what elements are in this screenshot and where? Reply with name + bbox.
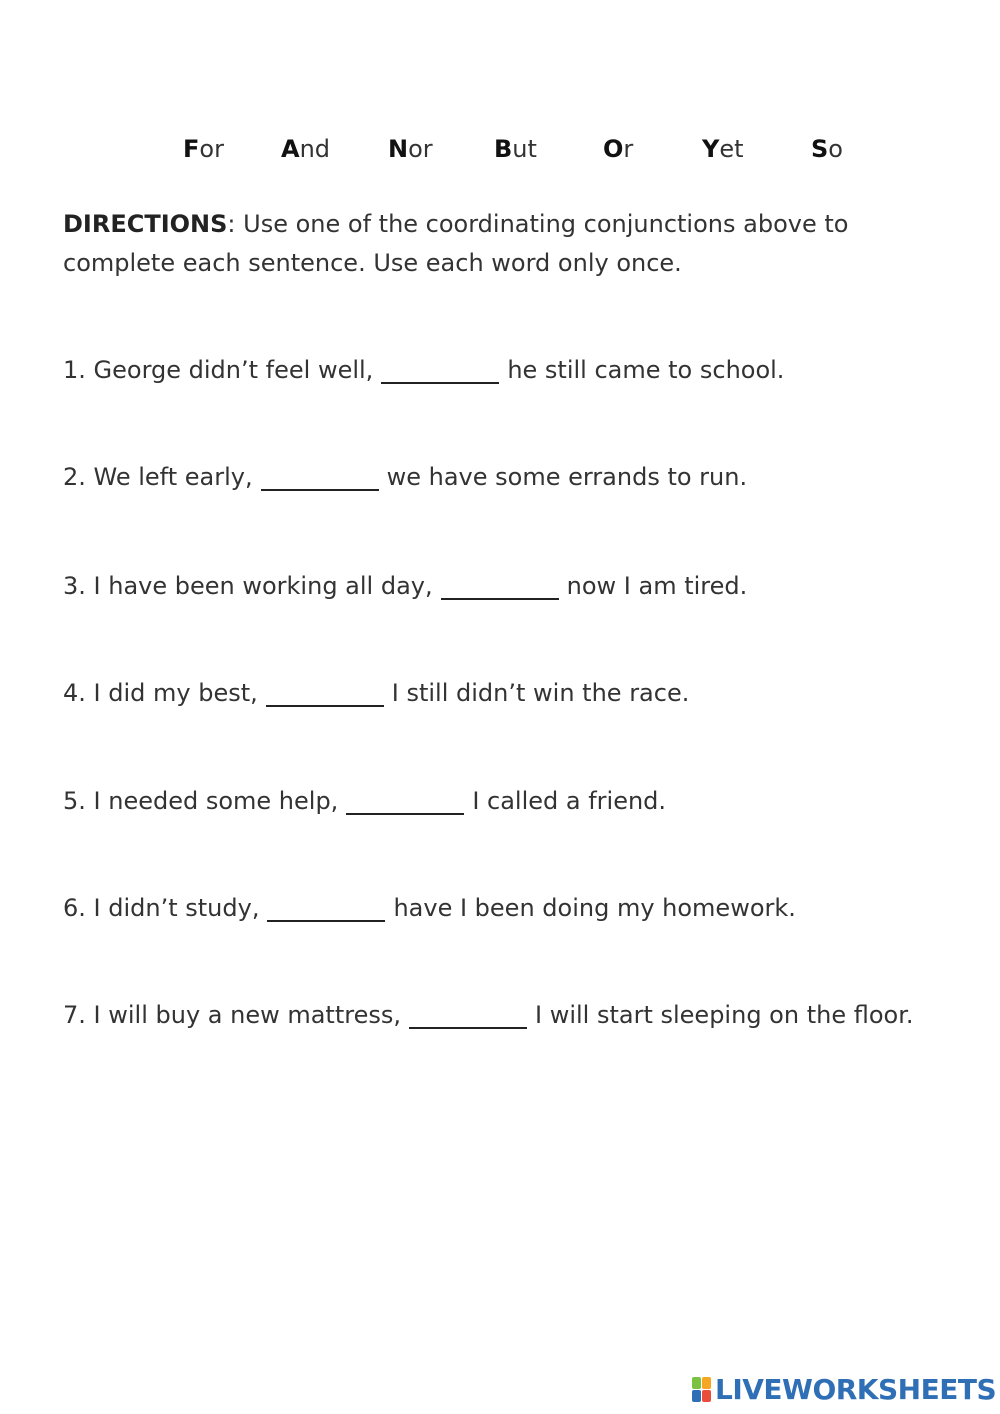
conjunction-rest: or [199,135,224,163]
logo-blocks-icon [692,1377,712,1403]
sentence-after: have I been doing my homework. [393,894,796,922]
answer-blank-2[interactable] [261,467,379,491]
conjunction-initial: F [183,135,200,163]
answer-blank-5[interactable] [346,791,464,815]
sentence-before: 3. I have been working all day, [63,572,433,600]
directions-label: DIRECTIONS [63,210,228,238]
sentence-before: 4. I did my best, [63,679,258,707]
sentence-after: we have some errands to run. [386,463,748,491]
conjunction-rest: nd [299,135,331,163]
conjunction-initial: O [603,135,624,163]
answer-blank-7[interactable] [409,1005,527,1029]
logo-text: LIVEWORKSHEETS [715,1373,997,1406]
conjunction-initial: Y [702,135,720,163]
sentence-5 [63,784,666,818]
sentence-4 [63,676,689,710]
conjunction-but [494,132,537,166]
sentence-before: 2. We left early, [63,463,253,491]
conjunction-rest: or [408,135,433,163]
answer-blank-3[interactable] [441,576,559,600]
sentence-before: 5. I needed some help, [63,787,339,815]
sentence-3 [63,569,747,603]
sentence-after: he still came to school. [507,356,785,384]
directions-paragraph [63,205,943,283]
conjunction-nor [388,132,433,166]
answer-blank-6[interactable] [267,898,385,922]
sentence-before: 6. I didn’t study, [63,894,260,922]
conjunction-so [811,132,843,166]
directions-text: : Use one of the coordinating conjunctions above to complete each sentence. Use each word only once. [63,210,849,277]
conjunction-for [183,132,224,166]
sentence-before: 7. I will buy a new mattress, [63,1001,401,1029]
answer-blank-1[interactable] [381,360,499,384]
liveworksheets-logo [692,1374,996,1406]
conjunction-or [603,132,633,166]
conjunction-yet [702,132,744,166]
sentence-after: I called a friend. [472,787,667,815]
conjunction-rest: o [828,135,843,163]
sentence-after: I will start sleeping on the floor. [535,1001,914,1029]
sentence-1 [63,353,784,387]
sentence-after: now I am tired. [566,572,748,600]
conjunction-rest: et [719,135,744,163]
answer-blank-4[interactable] [266,683,384,707]
conjunction-word-bank [0,132,1000,166]
conjunction-initial: S [811,135,829,163]
conjunction-initial: A [281,135,300,163]
conjunction-initial: B [494,135,513,163]
sentence-before: 1. George didn’t feel well, [63,356,374,384]
conjunction-initial: N [388,135,409,163]
sentence-7 [63,998,914,1032]
sentence-after: I still didn’t win the race. [391,679,690,707]
sentence-2 [63,460,747,494]
conjunction-rest: r [623,135,634,163]
conjunction-rest: ut [512,135,537,163]
sentence-6 [63,891,796,925]
conjunction-and [281,132,330,166]
